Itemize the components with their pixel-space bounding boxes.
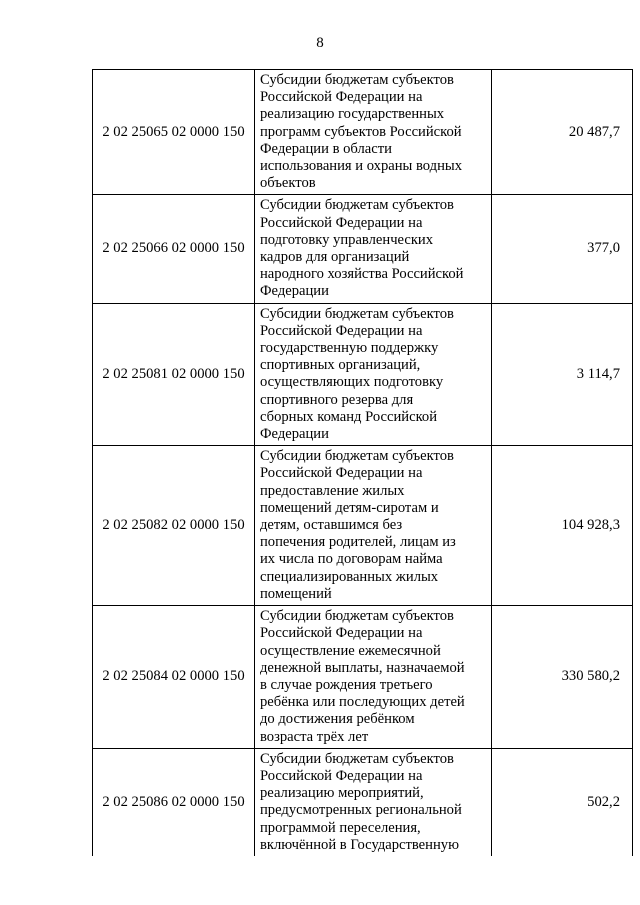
description-line: Федерации (260, 283, 329, 300)
table-row (93, 446, 633, 606)
budget-code-cell: 2 02 25084 02 0000 150 (93, 606, 255, 749)
description-line: предусмотренных региональной (260, 802, 462, 819)
description-line: их числа по договорам найма (260, 551, 443, 568)
description-line: Субсидии бюджетам субъектов (260, 197, 454, 214)
budget-code-cell: 2 02 25065 02 0000 150 (93, 70, 255, 195)
description-line: Федерации (260, 426, 329, 443)
description-line: Российской Федерации на (260, 465, 423, 482)
budget-table-body (93, 70, 633, 856)
amount-cell: 3 114,7 (492, 303, 633, 446)
description-line: спортивного резерва для (260, 391, 414, 408)
description-line: реализацию мероприятий, (260, 785, 424, 802)
description-line: осуществляющих подготовку (260, 374, 444, 391)
amount-cell: 377,0 (492, 195, 633, 303)
table-row (93, 606, 633, 749)
table-row (93, 303, 633, 446)
description-line: в случае рождения третьего (260, 676, 433, 693)
description-line: ребёнка или последующих детей (260, 694, 465, 711)
description-line: сборных команд Российской (260, 408, 438, 425)
amount-cell: 502,2 (492, 748, 633, 856)
table-row (93, 70, 633, 195)
description-line: подготовку управленческих (260, 231, 434, 248)
description-line: программ субъектов Российской (260, 123, 462, 140)
description-line: осуществление ежемесячной (260, 642, 441, 659)
description-line: Российской Федерации на (260, 89, 423, 106)
budget-code-cell: 2 02 25081 02 0000 150 (93, 303, 255, 446)
amount-cell: 20 487,7 (492, 70, 633, 195)
description-line: Субсидии бюджетам субъектов (260, 72, 454, 88)
budget-code-cell: 2 02 25066 02 0000 150 (93, 195, 255, 303)
page-number: 8 (316, 35, 324, 51)
description-line: включённой в Государственную (260, 836, 459, 853)
description-line: попечения родителей, лицам из (260, 534, 456, 551)
description-line: Федерации в области (260, 140, 392, 157)
budget-table (92, 69, 633, 856)
description-line: народного хозяйства Российской (260, 266, 464, 283)
description-cell (255, 606, 492, 749)
description-line: предоставление жилых (260, 482, 405, 499)
description-line: детям, оставшимся без (260, 517, 403, 534)
description-cell (255, 446, 492, 606)
description-line: использования и охраны водных (260, 158, 463, 175)
description-line: Субсидии бюджетам субъектов (260, 305, 454, 322)
description-line: специализированных жилых (260, 568, 439, 585)
description-line: спортивных организаций, (260, 357, 421, 374)
description-line: программой переселения, (260, 819, 421, 836)
budget-code-cell: 2 02 25082 02 0000 150 (93, 446, 255, 606)
table-row (93, 748, 633, 856)
description-line: Российской Федерации на (260, 214, 423, 231)
description-line: Субсидии бюджетам субъектов (260, 608, 454, 625)
description-cell (255, 748, 492, 856)
description-line: Российской Федерации на (260, 767, 423, 784)
description-line: Субсидии бюджетам субъектов (260, 750, 454, 767)
description-line: государственную поддержку (260, 340, 439, 357)
description-line: помещений детям-сиротам и (260, 499, 439, 516)
description-line: до достижения ребёнком (260, 711, 415, 728)
description-line: кадров для организаций (260, 249, 410, 266)
table-row (93, 195, 633, 303)
description-cell (255, 303, 492, 446)
description-cell (255, 70, 492, 195)
description-cell (255, 195, 492, 303)
description-line: реализацию государственных (260, 106, 445, 123)
description-line: помещений (260, 585, 332, 602)
description-line: Российской Федерации на (260, 322, 423, 339)
description-line: денежной выплаты, назначаемой (260, 659, 465, 676)
description-line: объектов (260, 175, 316, 192)
description-line: Российской Федерации на (260, 625, 423, 642)
description-line: возраста трёх лет (260, 728, 369, 745)
description-line: Субсидии бюджетам субъектов (260, 448, 454, 465)
amount-cell: 104 928,3 (492, 446, 633, 606)
amount-cell: 330 580,2 (492, 606, 633, 749)
budget-code-cell: 2 02 25086 02 0000 150 (93, 748, 255, 856)
